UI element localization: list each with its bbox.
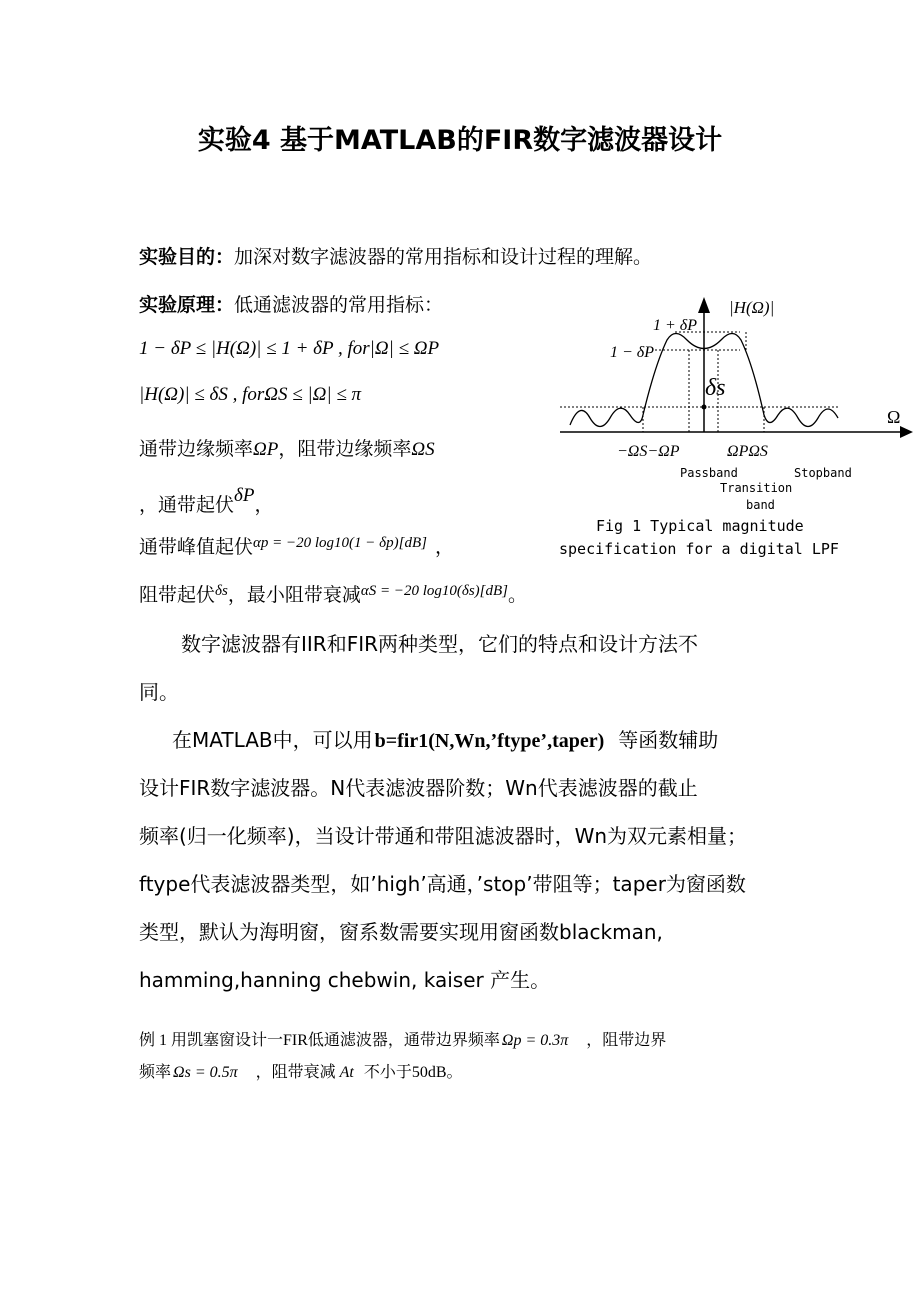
band-label: band	[746, 498, 775, 512]
principle-text: 低通滤波器的常用指标：	[234, 294, 444, 316]
stopband-label: Stopband	[794, 466, 852, 480]
magnitude-axis-arrow	[698, 297, 710, 313]
example-line2-text: 频率	[139, 1064, 172, 1081]
min-atten-label: ，最小阻带衰减	[227, 584, 361, 606]
para1-line1: 数字滤波器有IIR和FIR两种类型，它们的特点和设计方法不	[181, 632, 698, 656]
figure-caption-line1: Fig 1 Typical magnitude	[596, 517, 804, 535]
principle-line	[139, 290, 443, 317]
example-stop-edge-formula: Ωs = 0.5π	[173, 1064, 238, 1081]
para2-line2: 设计FIR数字滤波器。N代表滤波器阶数；Wn代表滤波器的截止	[139, 776, 698, 800]
pass-edge-symbol: ΩP	[253, 439, 279, 460]
figure-caption-line2: specification for a digital LPF	[559, 540, 839, 558]
peak-ripple-line	[139, 532, 454, 559]
edge-frequency-line	[139, 434, 435, 461]
principle-label: 实验原理：	[139, 294, 235, 316]
example-line2-end: 不小于50dB。	[363, 1064, 463, 1081]
ripple-symbol: δP	[234, 485, 255, 506]
example-pass-edge-formula: Ωp = 0.3π	[501, 1032, 569, 1049]
para2-line1	[172, 724, 718, 753]
para2-line6: hamming,hanning chebwin, kaiser 产生。	[139, 968, 551, 992]
one-plus-delta-label: 1 + δP	[653, 317, 698, 334]
stop-ripple-symbol: δs	[215, 583, 228, 599]
stop-ripple-label: 阻带起伏	[139, 584, 216, 606]
purpose-label: 实验目的：	[139, 246, 235, 268]
para2-line1-post: 等函数辅助	[618, 728, 719, 752]
para2-line3: 频率(归一化频率)，当设计带通和带阻滤波器时，Wn为双元素相量；	[139, 824, 748, 848]
peak-ripple-end: ，	[434, 536, 454, 558]
para2-line1-pre: 在MATLAB中，可以用	[172, 728, 373, 752]
alpha-p-formula: αp = −20 log10(1 − δp)[dB]	[253, 535, 427, 551]
alpha-s-formula: αS = −20 log10(δs)[dB]	[360, 583, 509, 599]
peak-ripple-label: 通带峰值起伏	[139, 536, 254, 558]
page-title: 实验4 基于MATLAB的FIR数字滤波器设计	[197, 125, 723, 156]
omega-axis-arrow	[900, 426, 913, 438]
para2-line5: 类型，默认为海明窗，窗系数需要实现用窗函数blackman,	[139, 920, 663, 944]
lpf-magnitude-figure	[555, 285, 915, 485]
ripple-end: ，	[254, 494, 274, 516]
omega-axis-label: Ω	[887, 407, 901, 427]
formula-stopband: |H(Ω)| ≤ δS , forΩS ≤ |Ω| ≤ π	[139, 384, 362, 405]
one-minus-delta-label: 1 − δP	[610, 344, 655, 361]
ripple-line	[139, 485, 274, 517]
example-line1-text: 例 1 用凯塞窗设计一FIR低通滤波器，通带边界频率	[139, 1032, 500, 1049]
delta-s-label: δs	[705, 375, 726, 401]
example-line2	[139, 1059, 463, 1082]
example-line1-end: ，阻带边界	[586, 1032, 667, 1049]
formula-passband: 1 − δP ≤ |H(Ω)| ≤ 1 + δP , for|Ω| ≤ ΩP	[139, 338, 440, 359]
positive-edges-label: ΩPΩS	[727, 443, 768, 460]
purpose-text: 加深对数字滤波器的常用指标和设计过程的理解。	[234, 246, 653, 268]
stop-ripple-line	[139, 580, 527, 607]
purpose-line	[139, 242, 652, 269]
passband-label: Passband	[680, 466, 738, 480]
pass-edge-label: 通带边缘频率	[139, 438, 254, 460]
example-at-symbol: At	[339, 1064, 354, 1081]
ripple-label: ，通带起伏	[139, 494, 235, 516]
fir1-function-code: b=fir1(N,Wn,’ftype’,taper)	[374, 730, 605, 752]
para1-line2: 同。	[139, 680, 179, 704]
delta-s-marker	[702, 405, 707, 410]
stop-edge-symbol: ΩS	[411, 439, 435, 460]
stop-edge-label: ，阻带边缘频率	[278, 438, 412, 460]
example-line1	[139, 1027, 666, 1050]
para2-line4: ftype代表滤波器类型，如’high’高通，’stop’带阻等；taper为窗函数	[139, 872, 746, 896]
h-omega-label: |H(Ω)|	[729, 298, 775, 317]
end-mark: 。	[508, 584, 528, 606]
transition-label: Transition	[720, 481, 793, 495]
example-line2-atten: ，阻带衰减	[255, 1064, 336, 1081]
negative-edges-label: −ΩS−ΩP	[617, 443, 680, 460]
